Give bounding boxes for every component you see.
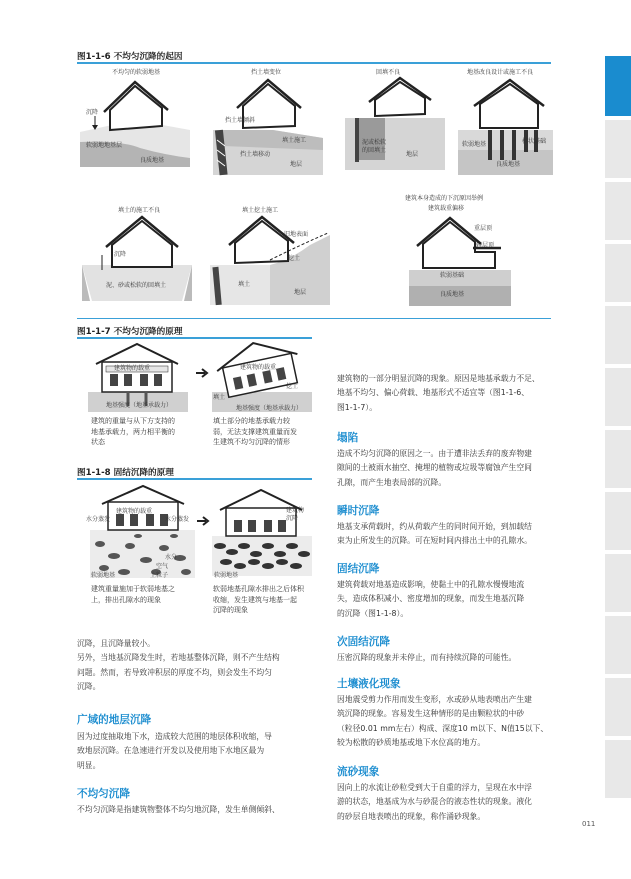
body-paragraph: 压密沉降的现象并未停止，而有持续沉降的可能性。 xyxy=(337,653,517,662)
body-paragraph: 因向上的水流让砂粒受到大于自重的浮力，呈现在水中浮 游的状态，地基成为水与砂混合的液态性状的现象。液化 的砂层自地表喷出的现象，称作涌砂现象。 xyxy=(337,783,532,821)
section-heading: 次固结沉降 xyxy=(337,636,390,648)
figure-rule xyxy=(77,478,312,480)
label: 软弱地基 xyxy=(462,141,487,148)
caption: 建筑的重量与从下方支持的 地基承载力，两力相平衡的 状态 xyxy=(91,417,175,446)
body-paragraph: 建筑荷载对地基造成影响，使黏土中的孔隙水慢慢地流 失，造成体积减小、密度增加的现象，而发生地基沉降 的沉降（图1-1-8）。 xyxy=(337,580,525,618)
section-heading: 流砂现象 xyxy=(337,766,380,778)
label: 沉降 xyxy=(86,109,99,116)
panel-header: 不均匀的软弱地基 xyxy=(112,69,161,76)
label: 软弱地基 xyxy=(91,572,116,579)
body-paragraph: 造成不均匀沉降的原因之一。由于遭非法丢弃的废弃物建 隙间的土被雨水抽空、掩埋的植物或垃圾等腐蚀产生空间 孔隙，而产生地表局部的沉降。 xyxy=(337,449,532,487)
label: 良质地基 xyxy=(140,157,165,164)
arrow-icon xyxy=(197,516,211,526)
label: 挖土 xyxy=(286,383,299,390)
label: 沉降 xyxy=(114,251,127,258)
chapter-tab xyxy=(605,740,631,798)
label: 桩状基础 xyxy=(522,138,547,145)
diagram-poor-fill-construction xyxy=(82,215,192,305)
label: 软弱基础 xyxy=(440,272,465,279)
label: 地基强度（地基承载力） xyxy=(106,402,173,409)
label: 泥、砂或松软的回填土 xyxy=(106,282,167,289)
label: 建筑物的载重 xyxy=(240,364,277,371)
chapter-tab xyxy=(605,120,631,178)
figure-rule xyxy=(77,62,551,64)
chapter-tab xyxy=(605,616,631,674)
label: 填土施工 xyxy=(282,137,307,144)
chapter-tab xyxy=(605,244,631,302)
chapter-tab xyxy=(605,182,631,240)
label: 挖土 xyxy=(288,255,301,262)
section-heading: 土壤液化现象 xyxy=(337,678,401,690)
diagram-consolidation-after xyxy=(212,486,312,581)
label: 重层顶 xyxy=(474,225,493,232)
label: 填土 xyxy=(238,281,251,288)
panel-header: 填土的施工不良 xyxy=(118,207,161,214)
chapter-tab xyxy=(605,368,631,426)
panel-header: 挡土墙变位 xyxy=(251,69,282,76)
label: 轻层顶 xyxy=(476,242,495,249)
chapter-tab xyxy=(605,492,631,550)
diagram-uneven-weak-ground xyxy=(80,80,190,170)
label: 泥或松软 xyxy=(362,139,387,146)
body-paragraph: 不均匀沉降是指建筑物整体不均匀地沉降，发生单侧倾斜、 xyxy=(77,805,280,814)
section-heading: 广域的地层沉降 xyxy=(77,714,152,726)
chapter-tab xyxy=(605,678,631,736)
label: 水分蒸发 xyxy=(86,516,111,523)
label: 挡土墙移动 xyxy=(240,151,271,158)
panel-header: 建筑载重偏移 xyxy=(428,205,465,212)
body-paragraph: 建筑物的一部分明显沉降的现象。原因是地基承载力不足、 地基不均匀、偏心荷载、地基形式不适宜等（图1-1-6、 图1-1-7）。 xyxy=(337,374,540,412)
caption: 软弱地基孔隙水排出之后体积 收缩，发生建筑与地基一起 沉降的现象 xyxy=(213,585,304,614)
label: 沉降 xyxy=(286,515,299,522)
label: 地层 xyxy=(406,151,419,158)
diagram-retaining-wall-shift xyxy=(213,80,323,175)
body-paragraph: 因为过度抽取地下水，造成较大范围的地层体积收缩，导 致地层沉降。在急速进行开发以及使用地下水地区最为 明显。 xyxy=(77,732,272,770)
label: 地层 xyxy=(290,161,303,168)
label: 地基强度（地基承载力） xyxy=(236,405,303,412)
figure-rule xyxy=(77,318,551,319)
chapter-tab xyxy=(605,430,631,488)
label: 软弱地基 xyxy=(214,572,239,579)
panel-header: 地基改良设计或施工不良 xyxy=(467,69,534,76)
label: 水分 xyxy=(165,554,178,561)
caption: 建筑重量施加于软弱地基之 上，排出孔隙水的现象 xyxy=(91,585,175,604)
label: 建筑物的载重 xyxy=(114,365,151,372)
body-paragraph: 因地震受剪力作用而发生变形，水或砂从地表喷出产生建 筑沉降的现象。容易发生这种情形的是由颗粒状的中砂 （粒径0.01 mm左右）构成、深度10 m以下、N值15以下、 较为松散的砂质地基或地下水位高的地方。 xyxy=(337,695,549,747)
page-number: 011 xyxy=(582,820,596,828)
label: 建筑物 xyxy=(286,507,305,514)
label: 空气 xyxy=(156,563,169,570)
arrow-icon xyxy=(196,368,210,378)
diagram-tilted-building xyxy=(212,340,312,415)
section-heading: 瞬时沉降 xyxy=(337,505,380,517)
panel-header: 回填不良 xyxy=(376,69,401,76)
section-heading: 塌陷 xyxy=(337,432,359,444)
label: 建筑物的载重 xyxy=(116,508,153,515)
label: 良质地基 xyxy=(440,291,465,298)
section-heading: 不均匀沉降 xyxy=(77,788,130,800)
label: 地层 xyxy=(294,289,307,296)
figure-rule xyxy=(77,337,312,339)
panel-header: 建筑本身造成的下沉原因举例 xyxy=(405,195,484,202)
label: 旧地表面 xyxy=(284,231,309,238)
chapter-tab xyxy=(605,554,631,612)
label: 挡土墙倾斜 xyxy=(225,117,256,124)
label: 水分蒸发 xyxy=(165,516,190,523)
figure-title: 图1-1-8 固结沉降的原理 xyxy=(77,468,174,478)
label: 软弱地地基层 xyxy=(86,142,123,149)
label: 的回填土 xyxy=(362,147,387,154)
figure-title: 图1-1-7 不均匀沉降的原理 xyxy=(77,327,183,337)
chapter-tab-active xyxy=(605,56,631,116)
label: 填土 xyxy=(213,394,226,401)
section-heading: 固结沉降 xyxy=(337,563,380,575)
chapter-tab xyxy=(605,306,631,364)
diagram-cut-and-fill xyxy=(210,215,330,305)
panel-header: 填土挖土施工 xyxy=(242,207,279,214)
figure-title: 图1-1-6 不均匀沉降的起因 xyxy=(77,52,183,62)
label: 良质地基 xyxy=(496,161,521,168)
diagram-poor-backfill xyxy=(345,80,445,170)
body-paragraph: 地基支承荷载时，约从荷载产生的同时间开始，到加载结 束为止所发生的沉降。可在短时间内排出土中的孔隙水。 xyxy=(337,522,532,546)
diagram-consolidation-before xyxy=(90,486,195,581)
label: 土粒子 xyxy=(150,572,169,579)
caption: 填土部分的地基承载力较 弱，无法支撑建筑重量而发 生建筑不均匀沉降的情形 xyxy=(213,417,297,446)
body-paragraph: 沉降，且沉降量较小。 另外，当地基沉降发生时，若地基整体沉降，则不产生结构 问题。然而，若导致冲积层的厚度不均，则会发生不均匀 沉降。 xyxy=(77,639,280,691)
